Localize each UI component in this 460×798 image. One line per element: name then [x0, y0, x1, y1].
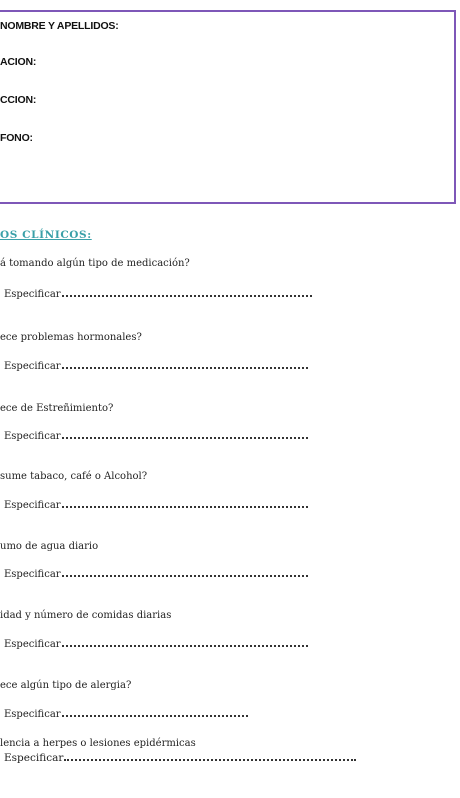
specify-label: Especificar — [4, 709, 61, 720]
dotted-fill-line — [62, 293, 312, 297]
dotted-fill-line — [62, 713, 248, 717]
specify-label: Especificar — [4, 569, 61, 580]
specify-label: Especificar — [4, 639, 61, 650]
question-water: umo de agua diario — [0, 541, 99, 552]
specify-line-herpes[interactable] — [2, 752, 356, 764]
specify-label: Especificar — [4, 289, 61, 300]
dotted-fill-line — [62, 643, 308, 647]
clinical-data-title: OS CLÍNICOS: — [0, 229, 92, 241]
specify-label: Especificar — [4, 431, 61, 442]
field-label-name: NOMBRE Y APELLIDOS: — [0, 20, 119, 32]
specify-line-medication[interactable] — [2, 289, 312, 300]
field-label-occupation: ACION: — [0, 56, 37, 68]
question-meals: idad y número de comidas diarias — [0, 610, 172, 621]
dotted-fill-line — [64, 757, 356, 761]
dotted-fill-line — [62, 573, 308, 577]
personal-data-box — [0, 10, 456, 204]
question-hormonal: ece problemas hormonales? — [0, 332, 142, 343]
field-label-address: CCION: — [0, 94, 37, 106]
question-allergy: ece algún tipo de alergia? — [0, 680, 132, 691]
specify-label: Especificar — [4, 361, 61, 372]
specify-line-allergy[interactable] — [2, 709, 248, 720]
dotted-fill-line — [62, 365, 308, 369]
specify-label: Especificar — [4, 500, 61, 511]
question-tobacco: sume tabaco, café o Alcohol? — [0, 471, 148, 482]
question-constipation: ece de Estreñimiento? — [0, 403, 114, 414]
specify-line-meals[interactable] — [2, 639, 308, 650]
dotted-fill-line — [62, 435, 308, 439]
field-label-phone: FONO: — [0, 132, 33, 144]
specify-label: Especificar — [4, 752, 64, 764]
question-medication: á tomando algún tipo de medicación? — [0, 258, 190, 269]
question-herpes: lencia a herpes o lesiones epidérmicas — [0, 738, 196, 749]
specify-line-constipation[interactable] — [2, 431, 308, 442]
dotted-fill-line — [62, 504, 308, 508]
specify-line-tobacco[interactable] — [2, 500, 308, 511]
specify-line-water[interactable] — [2, 569, 308, 580]
specify-line-hormonal[interactable] — [2, 361, 308, 372]
